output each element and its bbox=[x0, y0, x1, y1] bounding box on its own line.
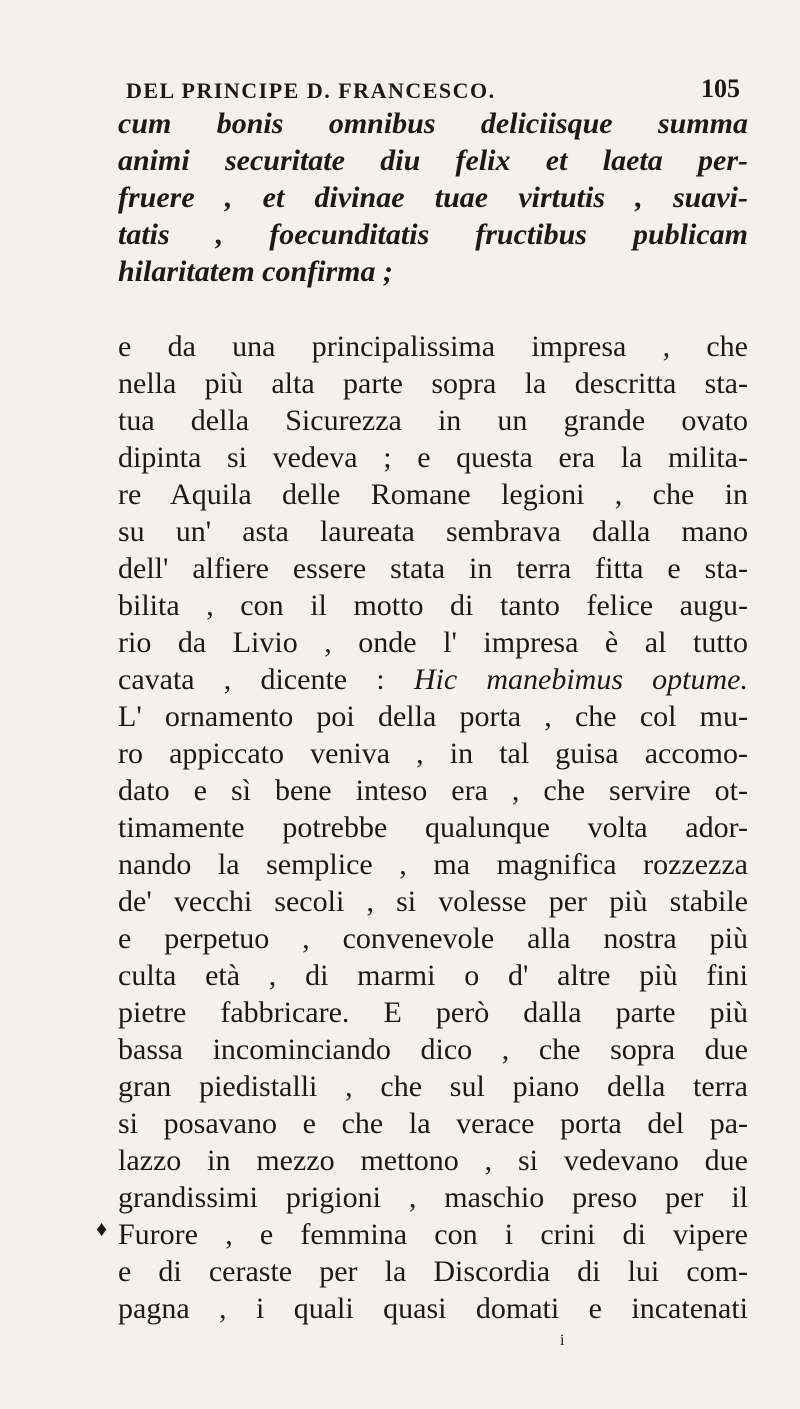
running-head bbox=[118, 74, 740, 108]
text-line: Furore , e femmina con i crini di vipere bbox=[118, 1218, 748, 1251]
text-line: culta età , di marmi o d' altre più fini bbox=[118, 959, 748, 992]
text-line: tua della Sicurezza in un grande ovato bbox=[118, 404, 748, 437]
text-line: e di ceraste per la Discordia di lui com- bbox=[118, 1255, 748, 1288]
text-line: tatis , foecunditatis fructibus publicam bbox=[118, 218, 748, 251]
text-line: de' vecchi secoli , si volesse per più stabile bbox=[118, 885, 748, 918]
text-line: L' ornamento poi della porta , che col mu- bbox=[118, 700, 748, 733]
text-line: si posavano e che la verace porta del pa- bbox=[118, 1107, 748, 1140]
text-line: e da una principalissima impresa , che bbox=[118, 330, 748, 363]
text-line: fruere , et divinae tuae virtutis , suavi- bbox=[118, 181, 748, 214]
motto-prefix: cavata , dicente : bbox=[118, 663, 385, 696]
page-number: 105 bbox=[701, 74, 740, 103]
text-line: grandissimi prigioni , maschio preso per il bbox=[118, 1181, 748, 1214]
text-line: bassa incominciando dico , che sopra due bbox=[118, 1033, 748, 1066]
text-line: nella più alta parte sopra la descritta sta- bbox=[118, 367, 748, 400]
paragraph-gap bbox=[118, 290, 748, 328]
motto-text: Hic manebimus optume. bbox=[413, 663, 748, 696]
text-line: rio da Livio , onde l' impresa è al tutto bbox=[118, 626, 748, 659]
text-line: cum bonis omnibus deliciisque summa bbox=[118, 107, 748, 140]
text-line: animi securitate diu felix et laeta per- bbox=[118, 144, 748, 177]
text-line: gran piedistalli , che sul piano della terra bbox=[118, 1070, 748, 1103]
text-line: dato e sì bene inteso era , che servire ot- bbox=[118, 774, 748, 807]
ink-speck-mark: ♦ bbox=[96, 1216, 108, 1241]
body-text bbox=[118, 105, 748, 1327]
text-line: su un' asta laureata sembrava dalla mano bbox=[118, 515, 748, 548]
text-line: nando la semplice , ma magnifica rozzezza bbox=[118, 848, 748, 881]
motto-line bbox=[118, 661, 748, 698]
text-line: hilaritatem confirma ; bbox=[118, 255, 394, 288]
text-line: pietre fabbricare. E però dalla parte più bbox=[118, 996, 748, 1029]
text-line: ro appiccato veniva , in tal guisa accomo- bbox=[118, 737, 748, 770]
running-title: DEL PRINCIPE D. FRANCESCO. bbox=[126, 78, 496, 103]
text-line: dell' alfiere essere stata in terra fitta e sta- bbox=[118, 552, 748, 585]
text-line: e perpetuo , convenevole alla nostra più bbox=[118, 922, 748, 955]
stray-mark: i bbox=[560, 1332, 565, 1349]
text-line: re Aquila delle Romane legioni , che in bbox=[118, 478, 748, 511]
text-line: timamente potrebbe qualunque volta ador- bbox=[118, 811, 748, 844]
text-line: bilita , con il motto di tanto felice augu- bbox=[118, 589, 748, 622]
text-line: dipinta si vedeva ; e questa era la milita- bbox=[118, 441, 748, 474]
text-line: pagna , i quali quasi domati e incatenati bbox=[118, 1292, 748, 1325]
text-line: lazzo in mezzo mettono , si vedevano due bbox=[118, 1144, 748, 1177]
